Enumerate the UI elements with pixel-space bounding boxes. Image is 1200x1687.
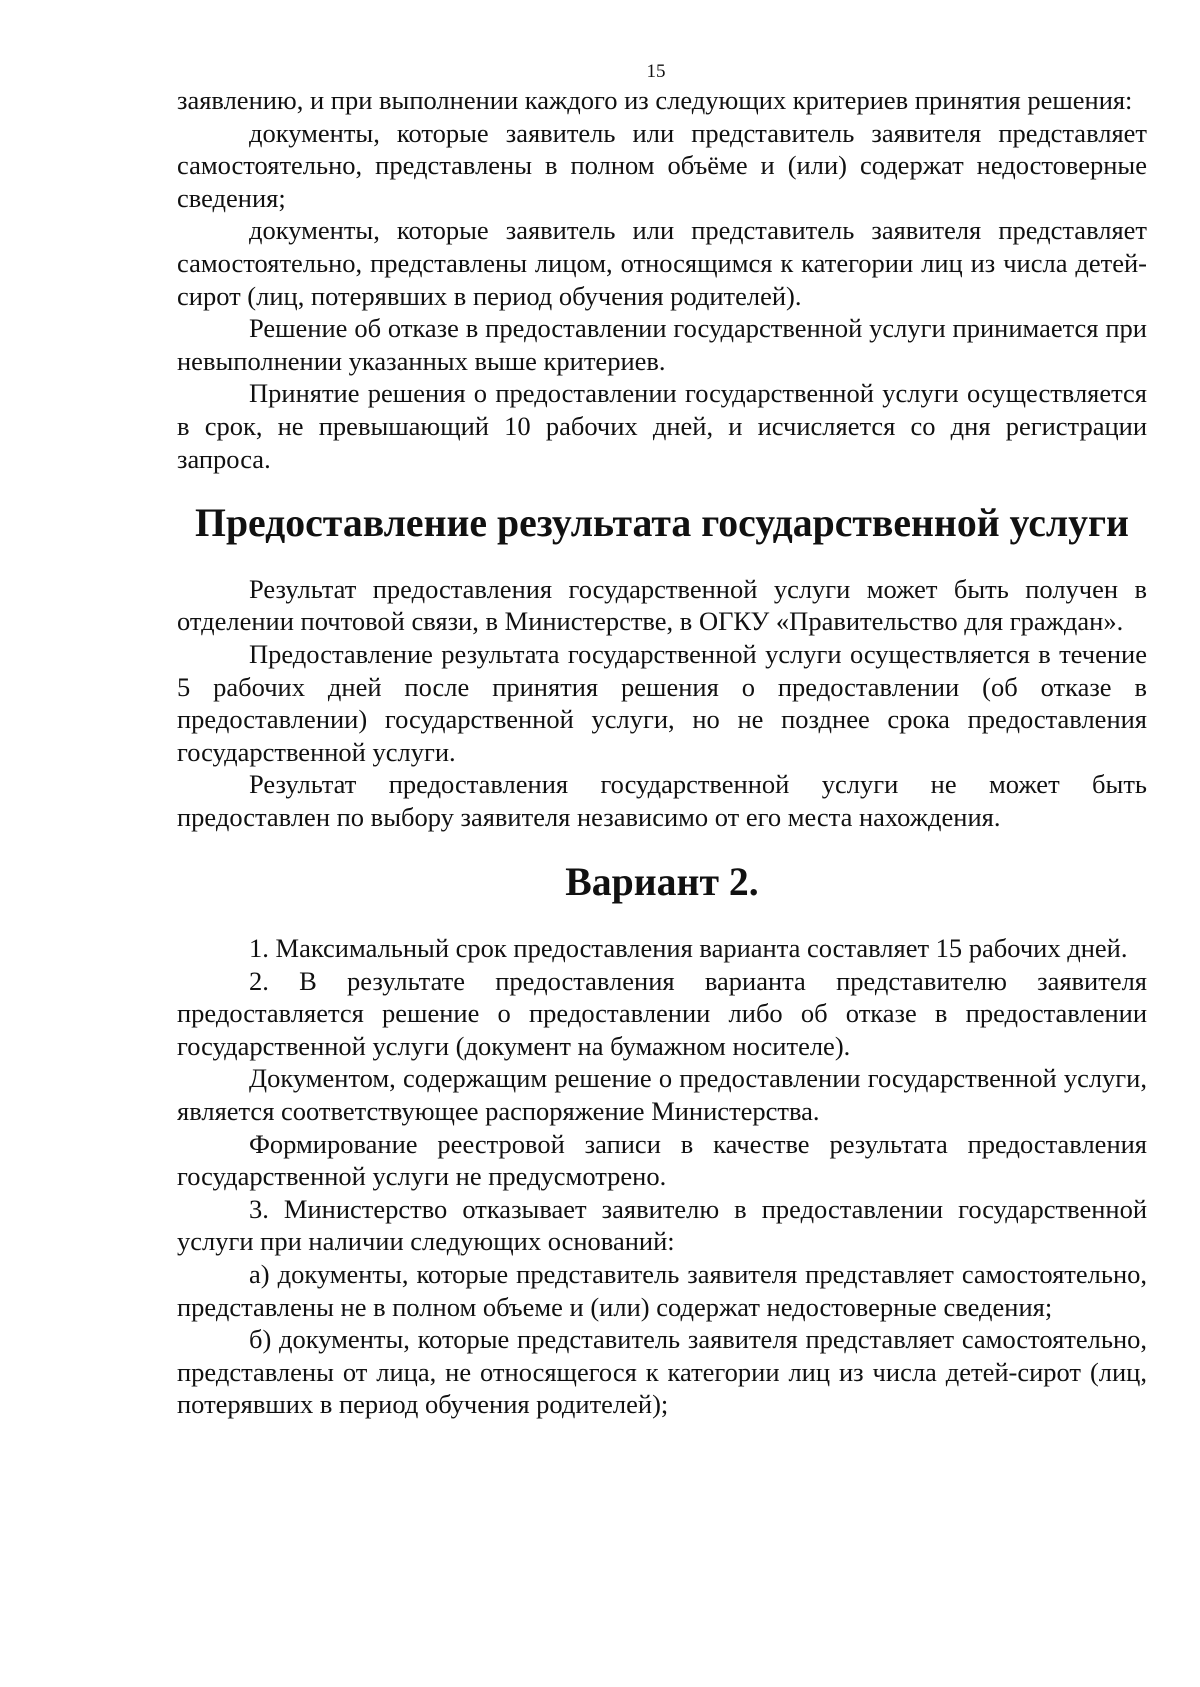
paragraph: а) документы, которые представитель заявителя представляет самостоятельно, представлены не в полном объеме и (или) содержат недостоверные сведения; (177, 1259, 1147, 1322)
paragraph: 3. Министерство отказывает заявителю в предоставлении государственной услуги при наличии следующих оснований: (177, 1193, 1147, 1257)
page-number: 15 (646, 61, 666, 82)
paragraph: Результат предоставления государственной услуги не может быть предоставлен по выбору заявителя независимо от его места нахождения. (177, 769, 1147, 832)
document-body (177, 84, 1147, 1421)
paragraph: 2. В результате предоставления варианта представителю заявителя предоставляется решение о предоставлении либо об отказе в предоставлении государственной услуги (документ на бумажном носителе). (177, 965, 1147, 1061)
paragraph-continuation: заявлению, и при выполнении каждого из следующих критериев принятия решения: (177, 85, 1133, 115)
paragraph: документы, которые заявитель или представитель заявителя представляет самостоятельно, представлены в полном объёме и (или) содержат недостоверные сведения; (177, 117, 1147, 213)
paragraph: Решение об отказе в предоставлении государственной услуги принимается при невыполнении указанных выше критериев. (177, 313, 1147, 376)
paragraph: Документом, содержащим решение о предоставлении государственной услуги, является соответствующее распоряжение Министерства. (177, 1063, 1147, 1127)
section-heading-variant-2: Вариант 2. (565, 860, 759, 905)
section-heading-result: Предоставление результата государственной услуги (195, 501, 1129, 546)
paragraph: Формирование реестровой записи в качестве результата предоставления государственной услуги не предусмотрено. (177, 1128, 1147, 1192)
paragraph: б) документы, которые представитель заявителя представляет самостоятельно, представлены от лица, не относящегося к категории лиц из числа детей-сирот (лиц, потерявших в период обучения родителей); (177, 1324, 1147, 1420)
paragraph: документы, которые заявитель или представитель заявителя представляет самостоятельно, представлены лицом, относящимся к категории лиц из числа детей-сирот (лиц, потерявших в период обучения родителей). (177, 215, 1147, 311)
paragraph: Принятие решения о предоставлении государственной услуги осуществляется в срок, не превышающий 10 рабочих дней, и исчисляется со дня регистрации запроса. (177, 378, 1147, 474)
paragraph: 1. Максимальный срок предоставления варианта составляет 15 рабочих дней. (249, 933, 1128, 964)
paragraph: Предоставление результата государственной услуги осуществляется в течение 5 рабочих дней после принятия решения о предоставлении (об отказе в предоставлении) государственной услуги, но не позднее срока предоставления государственной услуги. (177, 638, 1147, 767)
paragraph: Результат предоставления государственной услуги может быть получен в отделении почтовой связи, в Министерстве, в ОГКУ «Правительство для граждан». (177, 573, 1147, 637)
